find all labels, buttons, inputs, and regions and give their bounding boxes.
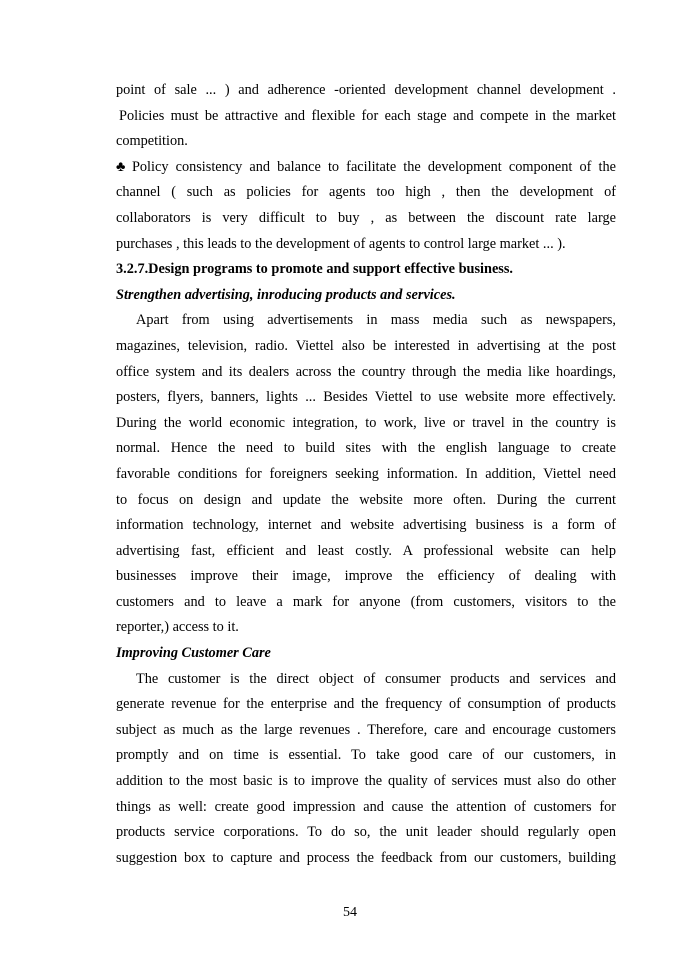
text-line: competition. [116,133,188,150]
text-line: products service corporations. To do so, the unit leader should regularly open [116,824,616,841]
text-line: purchases , this leads to the development of agents to control large market ... ). [116,235,566,252]
text-line: Apart from using advertisements in mass media such as newspapers, [136,312,616,329]
text-line: to focus on design and update the website more often. During the current [116,491,616,508]
subheading-advertising: Strengthen advertising, inroducing products and services. [116,286,456,303]
text-line: suggestion box to capture and process the feedback from our customers, building [116,849,616,866]
text-line: favorable conditions for foreigners seeking information. In addition, Viettel need [116,465,616,482]
text-line: channel ( such as policies for agents too high , then the development of [116,184,616,201]
bullet-line [116,155,616,181]
text-line: things as well: create good impression and cause the attention of customers for [116,798,616,815]
page-number: 54 [343,905,357,920]
page-content [116,78,616,871]
text-line: posters, flyers, banners, lights ... Besides Viettel to use website more effectively. [116,389,616,406]
section-heading: 3.2.7.Design programs to promote and support effective business. [116,261,514,278]
text-line: generate revenue for the enterprise and the frequency of consumption of products [116,696,616,713]
text-line: Policy consistency and balance to facilitate the development component of the [131,158,616,175]
text-line: addition to the most basic is to improve the quality of services must also do other [116,773,616,790]
text-line: subject as much as the large revenues . Therefore, care and encourage customers [116,721,616,738]
text-line: During the world economic integration, to work, live or travel in the country is [116,414,616,431]
text-line: businesses improve their image, improve the efficiency of dealing with [116,568,616,585]
text-line: promptly and on time is essential. To take good care of our customers, in [116,747,616,764]
text-line: collaborators is very difficult to buy , as between the discount rate large [116,209,616,226]
text-line: normal. Hence the need to build sites with the english language to create [116,440,616,457]
text-line: The customer is the direct object of consumer products and services and [136,670,616,687]
text-line: magazines, television, radio. Viettel also be interested in advertising at the post [116,337,616,354]
subheading-customer-care: Improving Customer Care [116,645,271,662]
text-line: office system and its dealers across the country through the media like hoardings, [116,363,616,380]
text-line: reporter,) access to it. [116,619,239,636]
text-line: point of sale ... ) and adherence -oriented development channel development . [116,82,616,98]
text-line: information technology, internet and website advertising business is a form of [116,517,616,534]
text-line: advertising fast, efficient and least costly. A professional website can help [116,542,616,559]
text-line: Policies must be attractive and flexible for each stage and compete in the market [119,107,616,124]
club-bullet-icon: ♣ [116,158,129,175]
text-line: customers and to leave a mark for anyone (from customers, visitors to the [116,593,616,610]
